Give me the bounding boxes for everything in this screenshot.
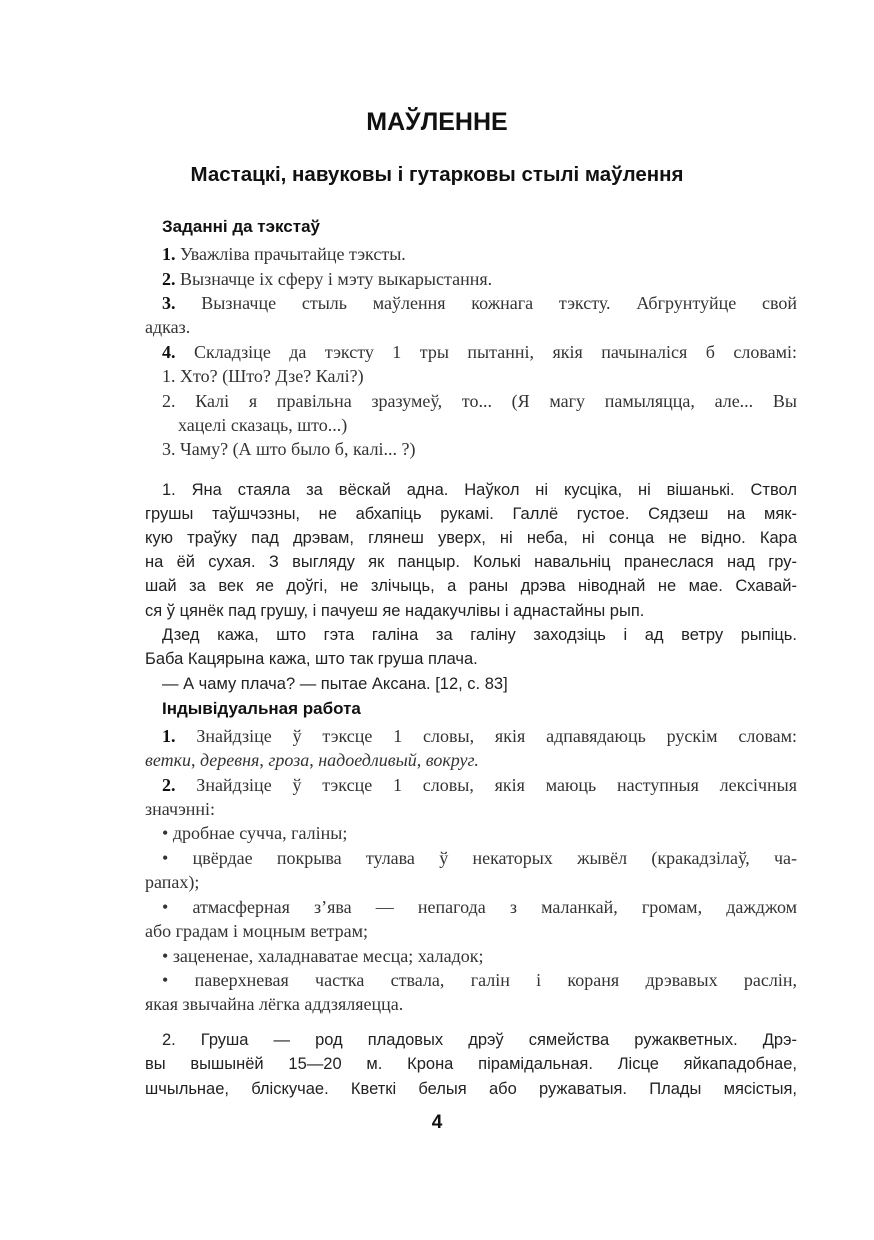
bullet-item-continuation: рапах); [145, 872, 200, 892]
task-item: 2. Вызначце іх сферу і мэту выкарыстання. [162, 269, 493, 289]
text1-line: кую траўку пад дрэвам, глянеш уверх, ні неба, ні сонца не відно. Кара [145, 529, 797, 547]
page-title: МАЎЛЕННЕ [366, 108, 508, 136]
text2-line: шчыльнае, бліскучае. Кветкі белыя або ружаватыя. Плады мясістыя, [145, 1080, 797, 1098]
text2-line: вы вышынёй 15—20 м. Крона пірамідальная. Лісце яйкападобнае, [145, 1055, 797, 1073]
task-item: 1. Уважліва прачытайце тэксты. [162, 244, 406, 264]
page-number: 4 [431, 1112, 443, 1133]
task-item-continuation: адказ. [145, 317, 191, 337]
individual-task-continuation: значэнні: [145, 799, 216, 819]
text1-line: Баба Кацярына кажа, што так груша плача. [145, 650, 478, 668]
bullet-item: • зацененае, халаднаватае месца; халадок; [162, 946, 484, 966]
text1-line: — А чаму плача? — пытае Аксана. [12, с. 83] [162, 675, 508, 693]
question-item: 1. Хто? (Што? Дзе? Калі?) [162, 366, 364, 386]
text1-line: шай за век яе доўгі, не злічыць, а раны дрэва ніводнай не мае. Схавай- [145, 577, 797, 595]
individual-task: 2. Знайдзіце ў тэксце 1 словы, якія маюць наступныя лексічныя [162, 775, 798, 795]
bullet-item: • дробнае сучча, галіны; [162, 823, 348, 843]
tasks-heading: Заданні да тэкстаў [162, 217, 320, 236]
bullet-item: • атмасферная з’ява — непагода з маланкай, громам, дажджом [162, 897, 797, 917]
bullet-item: • паверхневая частка ствала, галін і кораня дрэвавых раслін, [162, 970, 797, 990]
page-subtitle: Мастацкі, навуковы і гутарковы стылі маўлення [190, 163, 684, 186]
individual-task-words: ветки, деревня, гроза, надоедливый, вокруг. [145, 750, 479, 770]
task-item: 4. Складзіце да тэксту 1 тры пытанні, якія пачыналіся б словамі: [162, 342, 798, 362]
text1-line: 1. Яна стаяла за вёскай адна. Наўкол ні кусціка, ні вішанькі. Ствол [162, 481, 797, 499]
bullet-item: • цвёрдае покрыва тулава ў некаторых жывёл (кракадзілаў, ча- [162, 848, 797, 868]
individual-heading: Індывідуальная работа [162, 699, 361, 718]
question-item-continuation: хацелі сказаць, што...) [178, 415, 348, 435]
text1-line: ся ў цянёк пад грушу, і пачуеш яе надакучлівы і аднастайны рып. [145, 602, 645, 620]
text1-line: на ёй сухая. З выгляду як панцыр. Колькі навальніц пранеслася над гру- [145, 553, 797, 571]
text1-line: грушы таўшчэзны, не абхапіць рукамі. Галлё густое. Сядзеш на мяк- [145, 505, 797, 523]
task-item: 3. Вызначце стыль маўлення кожнага тэксту. Абгрунтуйце свой [162, 293, 797, 313]
bullet-item-continuation: якая звычайна лёгка аддзяляецца. [145, 994, 404, 1014]
text1-line: Дзед кажа, што гэта галіна за галіну заходзіць і ад ветру рыпіць. [162, 626, 797, 644]
question-item: 3. Чаму? (А што было б, калі... ?) [162, 439, 416, 459]
bullet-item-continuation: або градам і моцным ветрам; [145, 921, 369, 941]
question-item: 2. Калі я правільна зразумеў, то... (Я магу памыляцца, але... Вы [162, 391, 797, 411]
text2-line: 2. Груша — род пладовых дрэў сямейства ружакветных. Дрэ- [162, 1031, 797, 1049]
individual-task: 1. Знайдзіце ў тэксце 1 словы, якія адпавядаюць рускім словам: [162, 726, 798, 746]
